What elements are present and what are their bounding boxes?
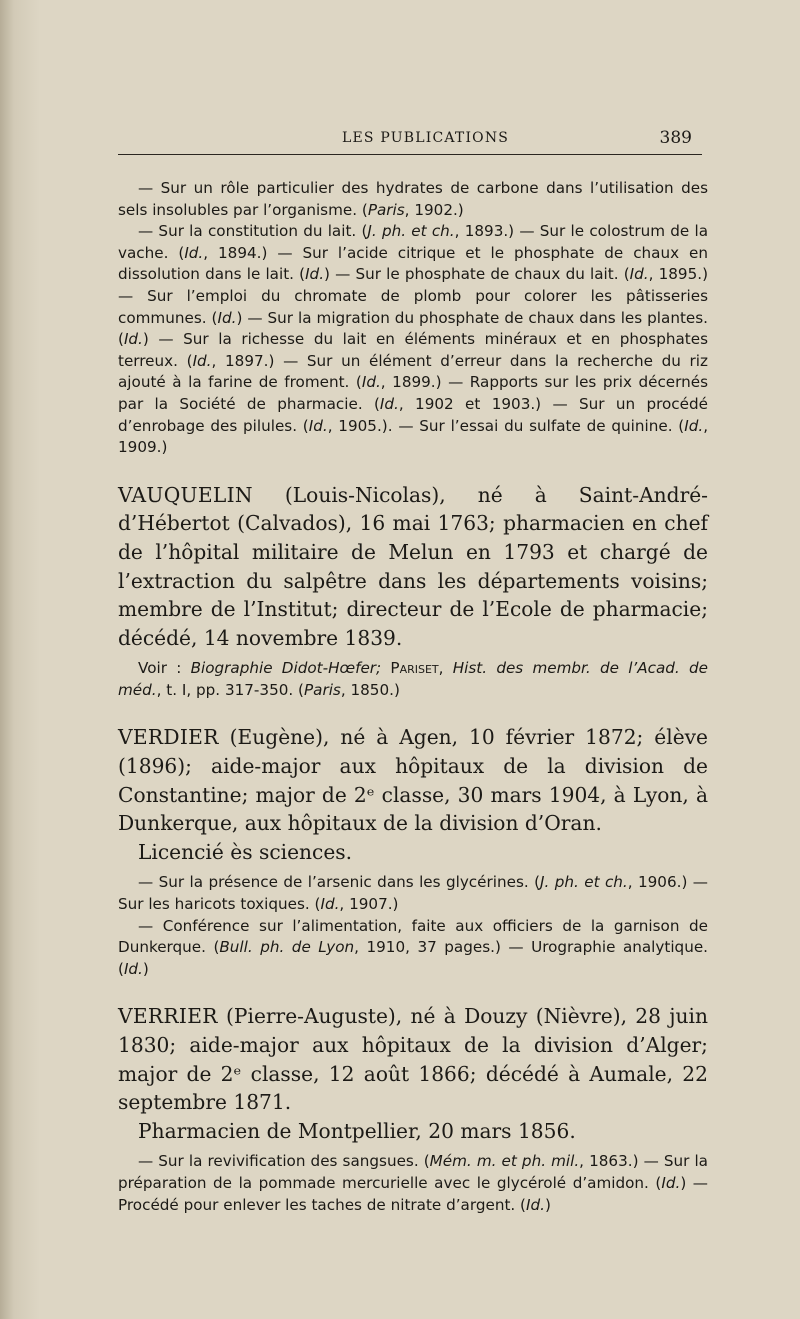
entry-verdier-publications-2: — Conférence sur l’alimentation, faite aux officiers de la garnison de Dunkerque. (Bull. ph. de Lyon, 1910, 37 pages.) — Urographie analytique. (Id.) <box>118 916 708 978</box>
entry-vauquelin-bio: VAUQUELIN (Louis-Nicolas), né à Saint-André-d’Hébertot (Calvados), 16 mai 1763; pharmacien en chef de l’hôpital militaire de Melun en 1793 et chargé de l’extraction du salpêtre dans les départements voisins; membre de l’Institut; directeur de l’Ecole de pharmacie; décédé, 14 novembre 1839. <box>118 482 708 650</box>
page-body <box>118 178 708 1216</box>
entry-name: VERRIER <box>118 1004 218 1029</box>
entry-vauquelin-reference: Voir : Biographie Didot-Hœfer; Pariset, Hist. des membr. de l’Acad. de méd., t. I, pp. 317-350. (Paris, 1850.) <box>118 659 708 699</box>
entry-verdier-degree: Licencié ès sciences. <box>138 839 353 864</box>
running-header <box>118 128 702 155</box>
prev-entry-publication-1: — Sur un rôle particulier des hydrates de carbone dans l’utilisation des sels insolubles par l’organisme. (Paris, 1902.) <box>118 179 708 219</box>
entry-verrier-publications: — Sur la revivification des sangsues. (Mém. m. et ph. mil., 1863.) — Sur la préparation de la pommade mercurielle avec le glycérolé d’amidon. (Id.) — Procédé pour enlever les taches de nitrate d’argent. (Id.) <box>118 1152 708 1214</box>
entry-name: VAUQUELIN <box>118 482 253 507</box>
page-number: 389 <box>659 128 692 148</box>
entry-verrier-degree: Pharmacien de Montpellier, 20 mars 1856. <box>138 1118 576 1143</box>
running-title: LES PUBLICATIONS <box>342 130 510 146</box>
entry-verdier-publications-1: — Sur la présence de l’arsenic dans les glycérines. (J. ph. et ch., 1906.) — Sur les haricots toxiques. (Id., 1907.) <box>118 873 708 914</box>
prev-entry-publication-2: — Sur la constitution du lait. (J. ph. et ch., 1893.) — Sur le colostrum de la vache. (Id., 1894.) — Sur l’acide citrique et le phosphate de chaux en dissolution dans le lait. (Id.) — Sur le phosphate de chaux du lait. (Id., 1895.) — Sur l’emploi du chromate de plomb pour colorer les pâtisseries communes. (Id.) — Sur la migration du phosphate de chaux dans les plantes. (Id.) — Sur la richesse du lait en éléments minéraux et en phosphates terreux. (Id., 1897.) — Sur un élément d’erreur dans la recherche du riz ajouté à la farine de froment. (Id., 1899.) — Rapports sur les prix décernés par la Société de pharmacie. (Id., 1902 et 1903.) — Sur un procédé d’enrobage des pilules. (Id., 1905.). — Sur l’essai du sulfate de quinine. (Id., 1909.) <box>118 222 709 457</box>
entry-verrier-bio: VERRIER (Pierre-Auguste), né à Douzy (Nièvre), 28 juin 1830; aide-major aux hôpitaux de la division d’Alger; major de 2ᵉ classe, 12 août 1866; décédé à Aumale, 22 septembre 1871. <box>118 1004 708 1115</box>
entry-name: VERDIER <box>118 725 219 750</box>
entry-verdier-bio: VERDIER (Eugène), né à Agen, 10 février 1872; élève (1896); aide-major aux hôpitaux de la division de Constantine; major de 2ᵉ classe, 30 mars 1904, à Lyon, à Dunkerque, aux hôpitaux de la division d’Oran. <box>118 725 708 836</box>
